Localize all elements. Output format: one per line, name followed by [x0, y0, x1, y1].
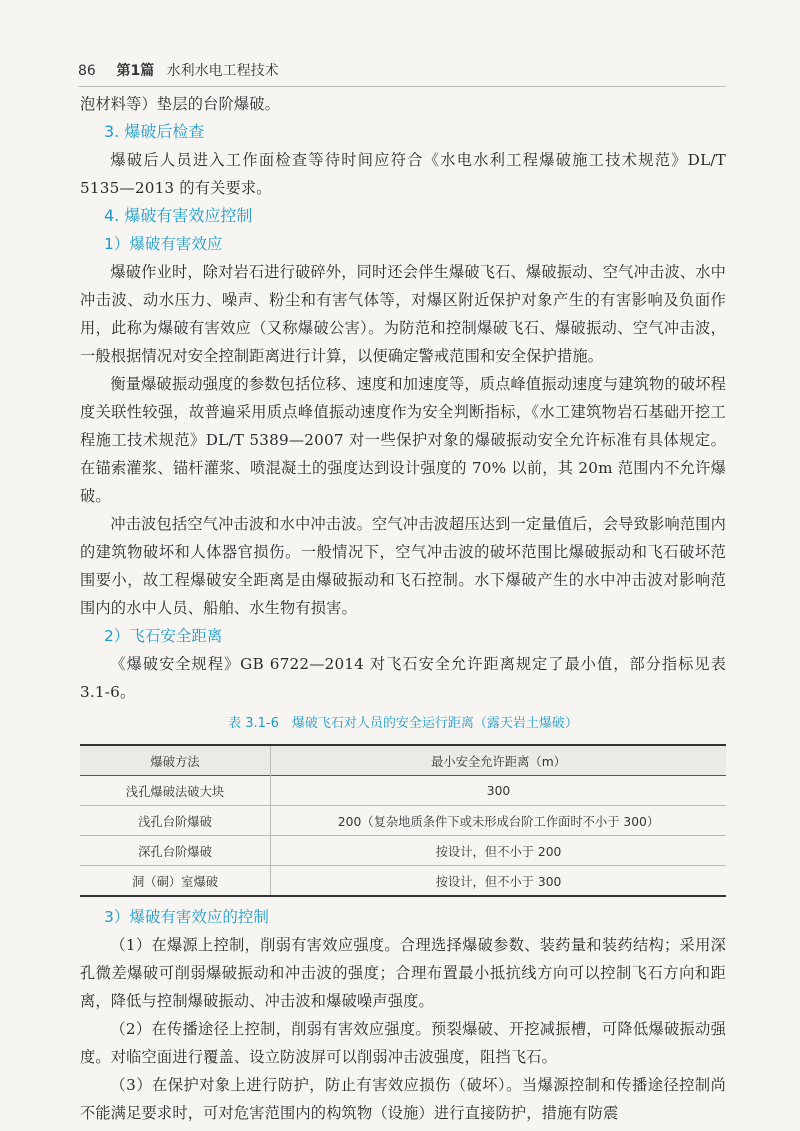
subsection-heading-harmful-effects: 1）爆破有害效应	[104, 235, 223, 253]
table-cell: 按设计，但不小于 300	[435, 874, 562, 889]
paragraph-control-path: （2）在传播途径上控制，削弱有害效应强度。预裂爆破、开挖减振槽，可降低爆破振动强度。对临空面进行覆盖、设立防波屏可以削弱冲击波强度，阻挡飞石。	[80, 1020, 726, 1066]
continuation-paragraph: 泡材料等）垫层的台阶爆破。	[80, 95, 281, 113]
paragraph-harmful-effects-2: 衡量爆破振动强度的参数包括位移、速度和加速度等，质点峰值振动速度与建筑物的破坏程度关联性较强，故普遍采用质点峰值振动速度作为安全判断指标，《水工建筑物岩石基础开挖工程施工技术规范》DL/T 5389—2007 对一些保护对象的爆破振动安全允许标准有具体规定。在锚索灌浆、锚杆灌浆、喷混凝土的强度达到设计强度的 70% 以前，其 20m 范围内不允许爆破。	[80, 375, 726, 505]
table-header-cell: 爆破方法	[80, 745, 271, 776]
paragraph-flyrock-distance: 《爆破安全规程》GB 6722—2014 对飞石安全允许距离规定了最小值，部分指标见表 3.1-6。	[80, 655, 726, 701]
paragraph-post-blast-inspection: 爆破后人员进入工作面检查等待时间应符合《水电水利工程爆破施工技术规范》DL/T 5135—2013 的有关要求。	[80, 151, 726, 197]
table-header-row	[80, 745, 726, 776]
chapter-label: 第1篇	[116, 63, 155, 79]
paragraph-harmful-effects-1: 爆破作业时，除对岩石进行破碎外，同时还会伴生爆破飞石、爆破振动、空气冲击波、水中冲击波、动水压力、噪声、粉尘和有害气体等，对爆区附近保护对象产生的有害影响及负面作用，此称为爆破有害效应（又称爆破公害）。为防范和控制爆破飞石、爆破振动、空气冲击波，一般根据情况对安全控制距离进行计算，以便确定警戒范围和安全保护措施。	[80, 263, 726, 365]
chapter-title: 水利水电工程技术	[166, 63, 279, 79]
flyrock-distance-table	[80, 744, 726, 897]
table-row	[80, 866, 726, 897]
subsection-heading-flyrock-distance: 2）飞石安全距离	[104, 627, 223, 645]
paragraph-control-source: （1）在爆源上控制，削弱有害效应强度。合理选择爆破参数、装药量和装药结构；采用深孔微差爆破可削弱爆破振动和冲击波的强度；合理布置最小抵抗线方向可以控制飞石方向和距离，降低与控制爆破振动、冲击波和爆破噪声强度。	[80, 936, 726, 1010]
section-heading-harmful-effects-control: 4. 爆破有害效应控制	[104, 206, 253, 225]
table-cell: 浅孔台阶爆破	[80, 806, 271, 836]
paragraph-control-protection: （3）在保护对象上进行防护，防止有害效应损伤（破坏）。当爆源控制和传播途径控制尚不能满足要求时，可对危害范围内的构筑物（设施）进行直接防护，措施有防震	[80, 1076, 726, 1122]
page-number: 86	[78, 63, 96, 79]
table-cell: 200（复杂地质条件下或未形成台阶工作面时不小于 300）	[337, 814, 660, 829]
table-cell: 按设计，但不小于 200	[435, 844, 562, 859]
section-heading-post-blast-inspection: 3. 爆破后检查	[104, 122, 205, 141]
table-row	[80, 776, 726, 806]
table-cell: 洞（硐）室爆破	[80, 866, 271, 897]
table-header-cell: 最小安全允许距离（m）	[271, 745, 727, 776]
paragraph-harmful-effects-3: 冲击波包括空气冲击波和水中冲击波。空气冲击波超压达到一定量值后，会导致影响范围内的建筑物破坏和人体器官损伤。一般情况下，空气冲击波的破坏范围比爆破振动和飞石破坏范围要小，故工程爆破安全距离是由爆破振动和飞石控制。水下爆破产生的水中冲击波对影响范围内的水中人员、船舶、水生物有损害。	[80, 515, 726, 617]
subsection-heading-effects-control: 3）爆破有害效应的控制	[104, 908, 269, 926]
table-row	[80, 836, 726, 866]
table-cell: 深孔台阶爆破	[80, 836, 271, 866]
table-cell: 浅孔爆破法破大块	[80, 776, 271, 806]
table-caption: 表 3.1-6 爆破飞石对人员的安全运行距离（露天岩土爆破）	[228, 716, 578, 731]
page-body	[80, 90, 726, 1127]
page-header	[78, 60, 726, 87]
table-row	[80, 806, 726, 836]
table-cell: 300	[486, 783, 511, 798]
